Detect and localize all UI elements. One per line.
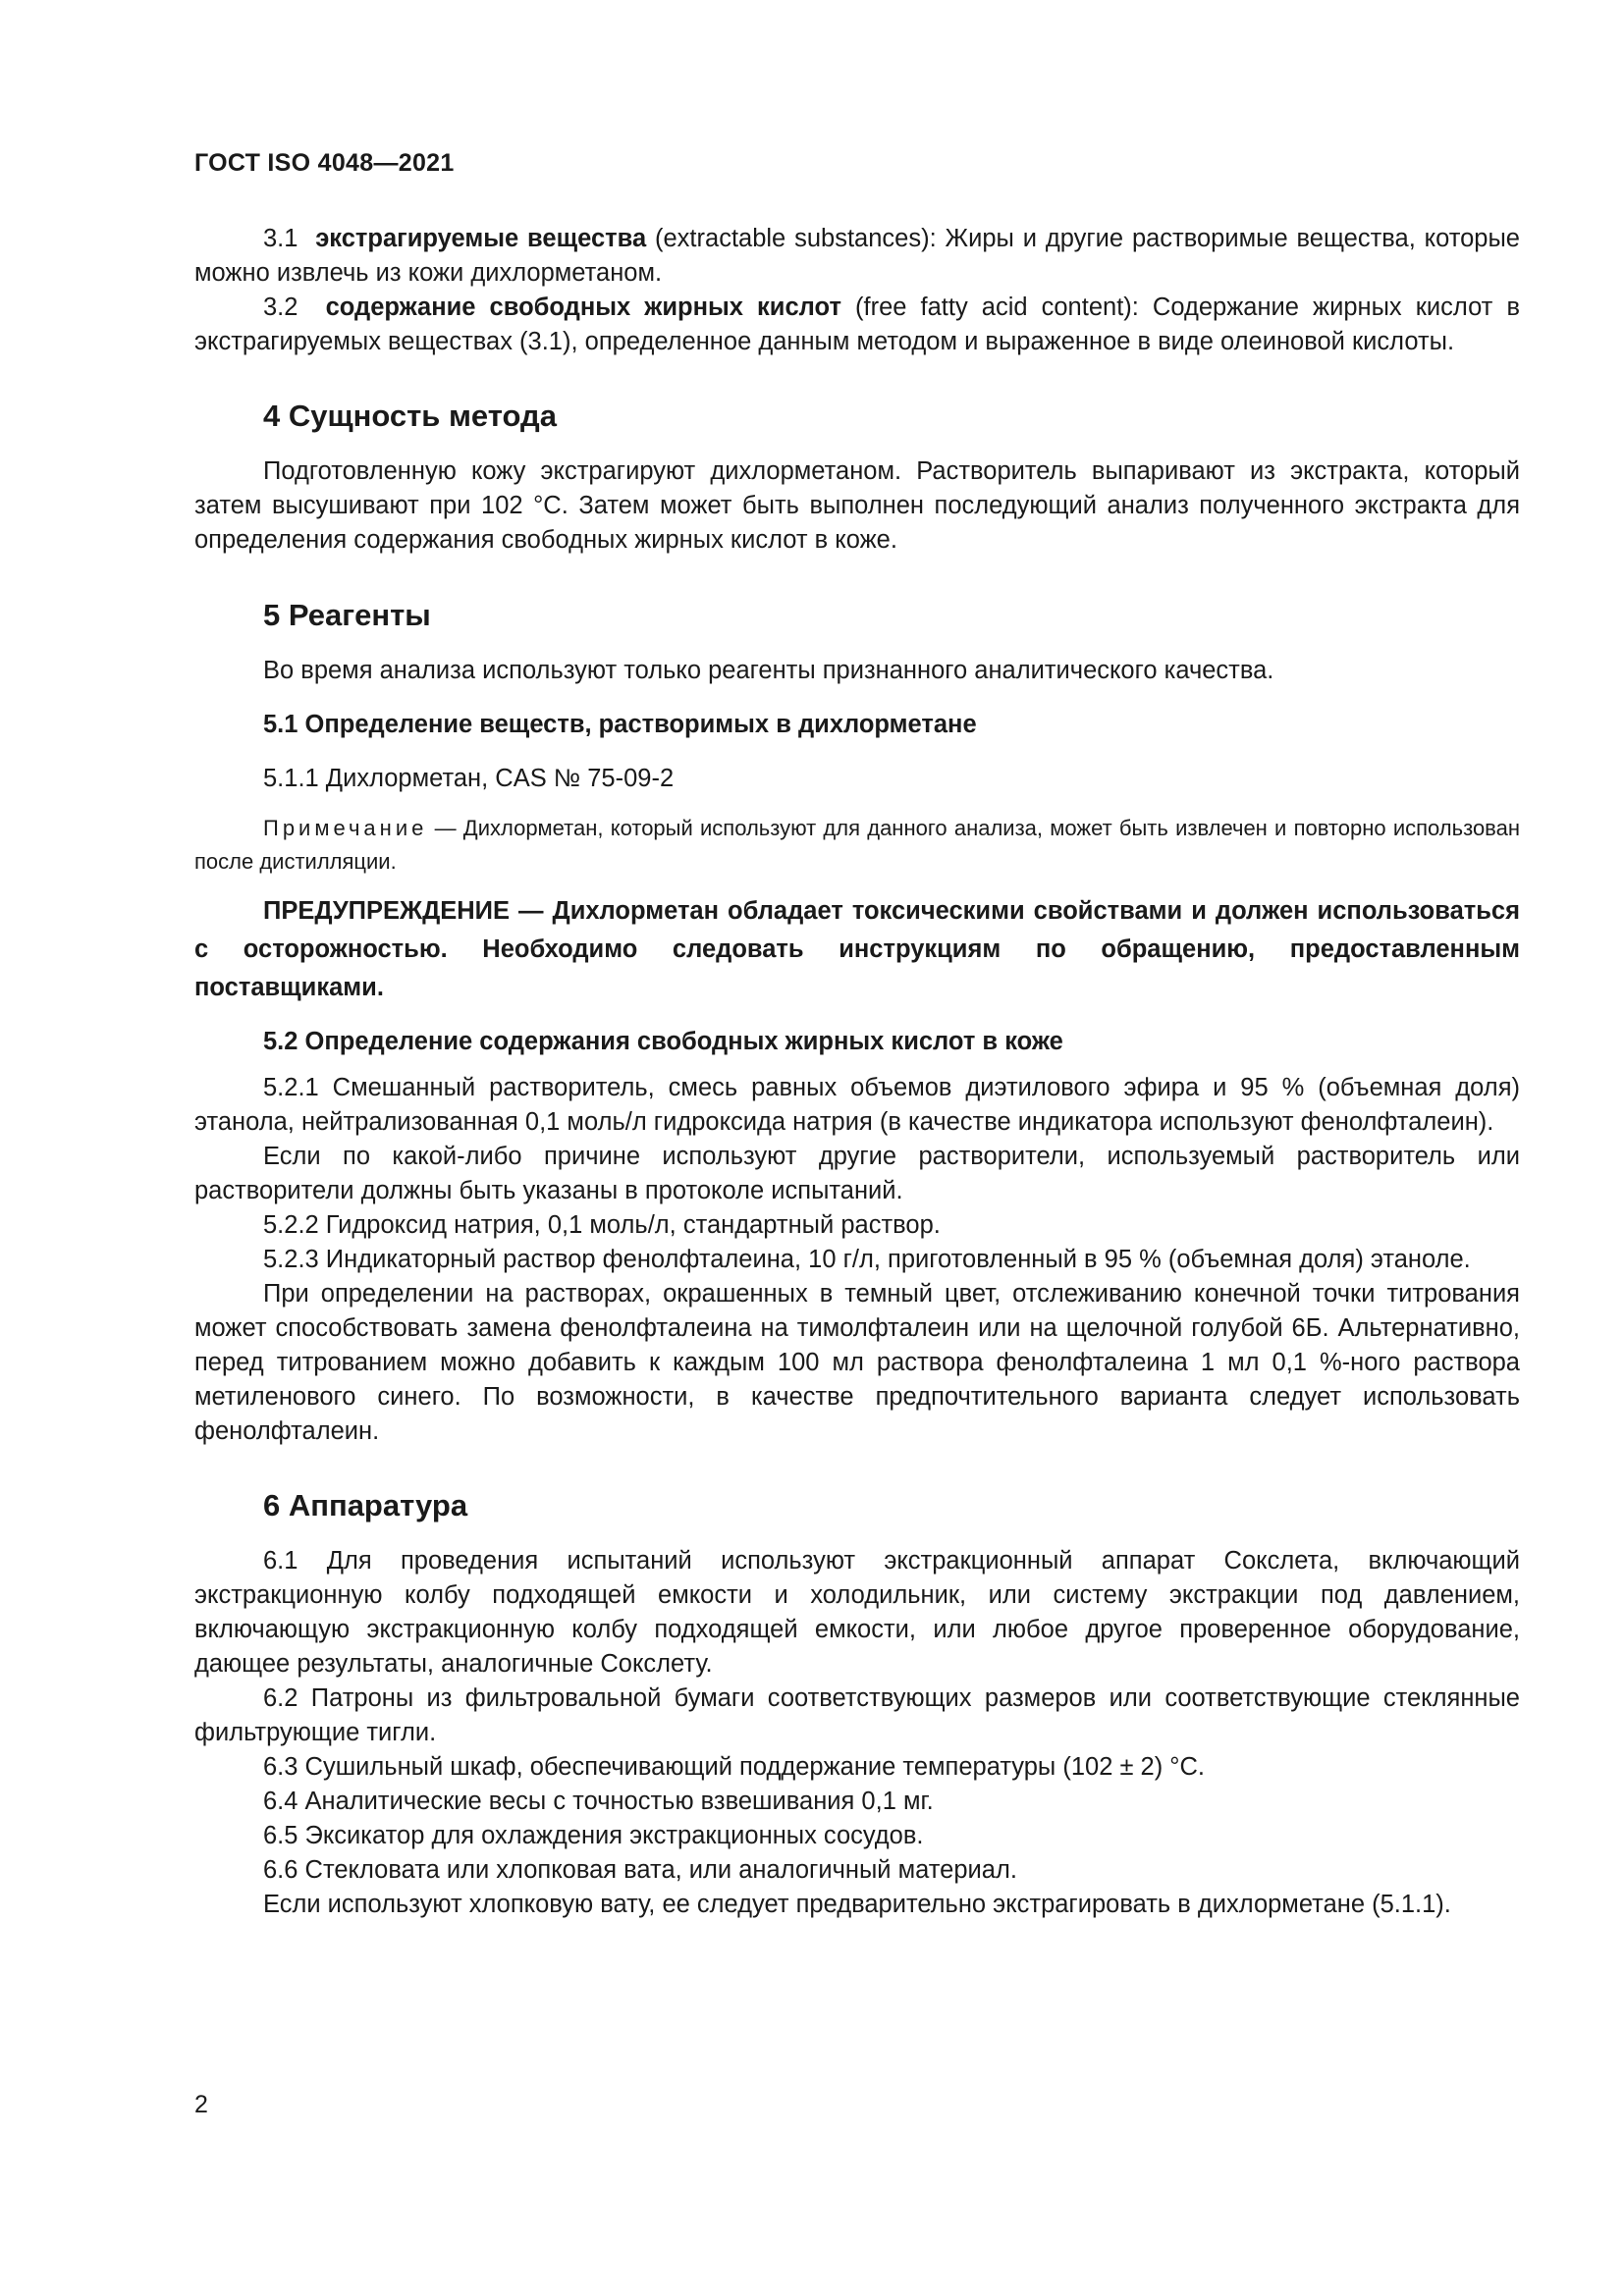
note-text: — Дихлорметан, который используют для данного анализа, может быть извлечен и повторно использован после дистилляции. [194, 816, 1520, 874]
term-definition: (extractable substances): Жиры и другие растворимые вещества, которые можно извлечь из кожи дихлорметаном. [194, 225, 1520, 287]
item-5-2-3: 5.2.3 Индикаторный раствор фенолфталеина, 10 г/л, приготовленный в 95 % (объемная доля) этаноле. [263, 1246, 1471, 1273]
term-3-2 [194, 291, 1520, 359]
term-number: 3.1 [263, 225, 298, 252]
document-body [194, 222, 1520, 1922]
section-6-title: 6 Аппаратура [263, 1488, 468, 1522]
term-name: экстрагируемые вещества [315, 225, 647, 252]
term-number: 3.2 [263, 294, 298, 321]
term-name: содержание свободных жирных кислот [325, 294, 841, 321]
subsection-5-1-title: 5.1 Определение веществ, растворимых в дихлорметане [263, 711, 977, 738]
item-6-1: 6.1 Для проведения испытаний используют экстракционный аппарат Сокслета, включающий экстракционную колбу подходящей емкости и холодильник, или систему экстракции под давлением, включающую экстракционную колбу подходящей емкости, или любое другое проверенное оборудование, дающее результаты, аналогичные Сокслету. [194, 1547, 1520, 1678]
section-5-intro: Во время анализа используют только реагенты признанного аналитического качества. [263, 657, 1274, 684]
section-5-title: 5 Реагенты [263, 598, 431, 632]
note [194, 812, 1520, 879]
item-6-2: 6.2 Патроны из фильтровальной бумаги соответствующих размеров или соответствующие стеклянные фильтрующие тигли. [194, 1684, 1520, 1746]
item-6-5: 6.5 Эксикатор для охлаждения экстракционных сосудов. [263, 1822, 924, 1849]
page-number: 2 [194, 2091, 208, 2118]
subsection-5-2-title: 5.2 Определение содержания свободных жирных кислот в коже [263, 1028, 1063, 1055]
term-3-1 [194, 222, 1520, 291]
item-5-2-3-note: При определении на растворах, окрашенных в темный цвет, отслеживанию конечной точки титрования может способствовать замена фенолфталеина на тимолфталеин или на щелочной голубой 6Б. Альтернативно, перед титрованием можно добавить к каждым 100 мл раствора фенолфталеина 1 мл 0,1 %-ного раствора метиленового синего. По возможности, в качестве предпочтительного варианта следует использовать фенолфталеин. [194, 1280, 1520, 1445]
section-4-title: 4 Сущность метода [263, 399, 557, 433]
item-6-6: 6.6 Стекловата или хлопковая вата, или аналогичный материал. [263, 1856, 1017, 1884]
warning: ПРЕДУПРЕЖДЕНИЕ — Дихлорметан обладает токсическими свойствами и должен использоваться с осторожностью. Необходимо следовать инструкциям по обращению, предоставленным поставщиками. [194, 897, 1520, 1001]
note-label: Примечание [263, 816, 428, 840]
item-5-2-2: 5.2.2 Гидроксид натрия, 0,1 моль/л, стандартный раствор. [263, 1211, 941, 1239]
term-definition: (free fatty acid content): Содержание жирных кислот в экстрагируемых веществах (3.1), определенное данным методом и выраженное в виде олеиновой кислоты. [194, 294, 1520, 355]
item-6-6-note: Если используют хлопковую вату, ее следует предварительно экстрагировать в дихлорметане (5.1.1). [263, 1891, 1451, 1918]
item-5-2-1-note: Если по какой-либо причине используют другие растворители, используемый растворитель или растворители должны быть указаны в протоколе испытаний. [194, 1143, 1520, 1204]
item-5-2-1: 5.2.1 Смешанный растворитель, смесь равных объемов диэтилового эфира и 95 % (объемная доля) этанола, нейтрализованная 0,1 моль/л гидроксида натрия (в качестве индикатора используют фенолфталеин). [194, 1074, 1520, 1136]
item-6-4: 6.4 Аналитические весы с точностью взвешивания 0,1 мг. [263, 1788, 934, 1815]
item-6-3: 6.3 Сушильный шкаф, обеспечивающий поддержание температуры (102 ± 2) °C. [263, 1753, 1206, 1781]
document-header: ГОСТ ISO 4048—2021 [194, 149, 455, 177]
item-5-1-1: 5.1.1 Дихлорметан, CAS № 75-09-2 [263, 765, 675, 792]
section-4-text: Подготовленную кожу экстрагируют дихлорметаном. Растворитель выпаривают из экстракта, который затем высушивают при 102 °C. Затем может быть выполнен последующий анализ полученного экстракта для определения содержания свободных жирных кислот в коже. [194, 457, 1520, 554]
